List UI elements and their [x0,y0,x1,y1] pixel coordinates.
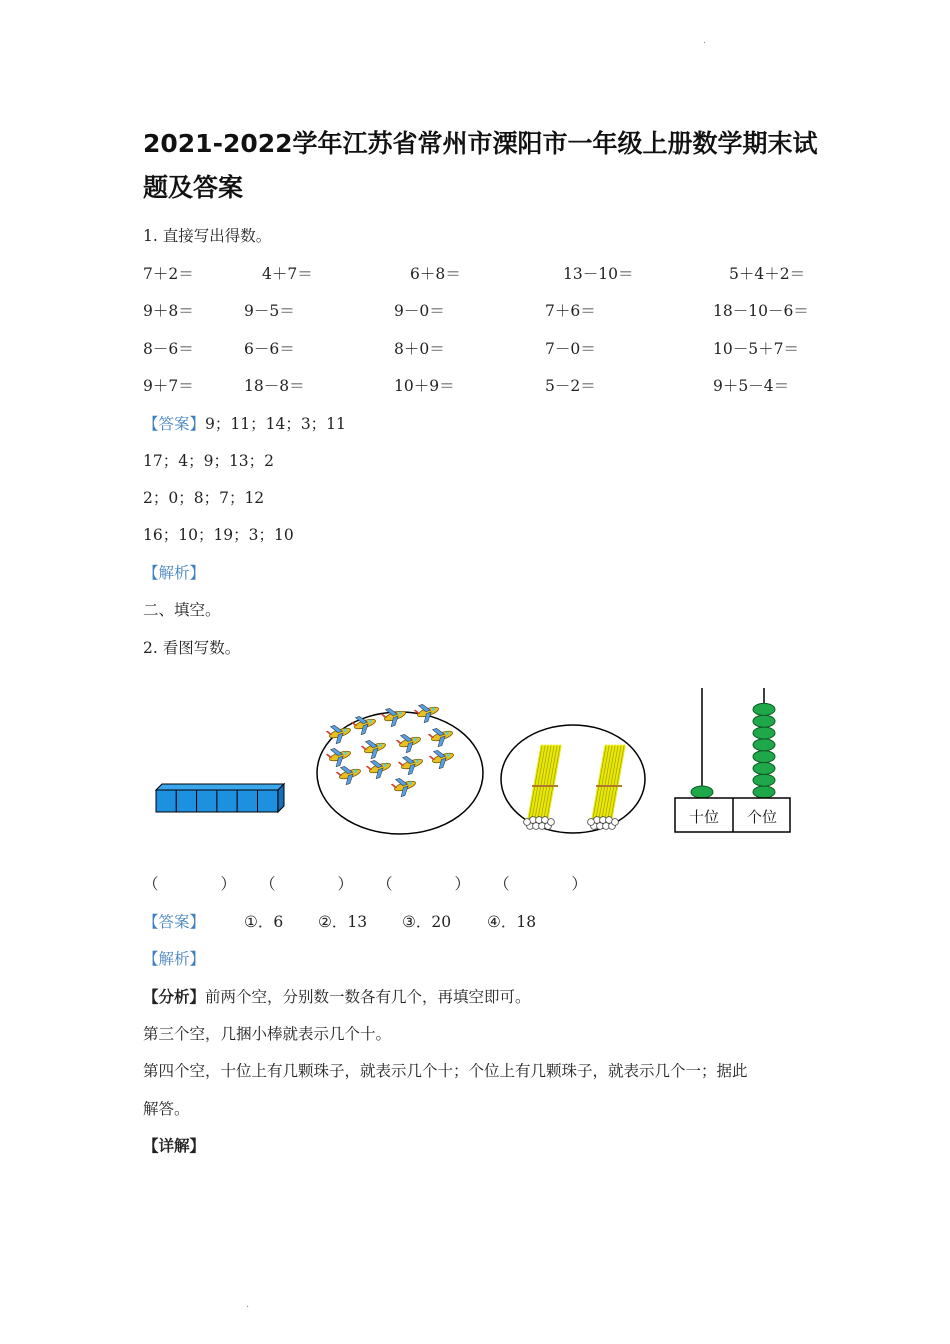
abacus-figure [675,688,790,832]
q1-prompt: 1. 直接写出得数。 [143,227,272,245]
answer-blank[interactable]: （ ） [260,875,354,893]
detail-label: 【详解】 [143,1136,206,1155]
abacus-bead-ones [753,751,775,763]
abacus-bead-ones [753,703,775,715]
answer-label: 【答案】 [143,913,206,931]
q1-expr: 18－8＝ [244,377,305,395]
stick-bundles-figure [501,725,645,833]
abacus-bead-ones [753,727,775,739]
q1-answer-line: 2；0；8；7；12 [143,489,265,507]
q1-expr: 7－0＝ [545,340,596,358]
fenxi-line [143,985,531,1007]
cube-row-figure [156,784,284,812]
analysis-label: 【解析】 [143,564,206,582]
section-heading: 二、填空。 [143,601,221,619]
q2-answer: ②．13 [318,913,368,931]
q1-expr: 9＋7＝ [143,377,194,395]
q1-expr: 9－0＝ [394,302,445,320]
q1-answer-line [143,412,346,434]
abacus-bead-tens [691,786,713,798]
page-title: 2021-2022学年江苏省常州市溧阳市一年级上册数学期末试题及答案 [143,129,818,202]
q2-answer: ③．20 [402,913,452,931]
q1-answer-line: 17；4；9；13；2 [143,452,275,470]
abacus-bead-ones [753,774,775,786]
q2-answer: ①．6 [244,913,284,931]
decorative-dot: · [246,1302,250,1313]
answer-label: 【答案】 [143,415,206,433]
q1-expr: 18－10－6＝ [713,302,809,320]
cube [217,790,237,812]
abacus-bead-ones [753,715,775,727]
fenxi-label: 【分析】 [143,987,206,1006]
abacus-ones-label: 个位 [746,808,778,826]
q1-expr: 8－6＝ [143,340,194,358]
answer-blank[interactable]: （ ） [377,875,471,893]
explanation-line: 解答。 [143,1100,190,1118]
q1-expr: 9＋5－4＝ [713,377,790,395]
q2-figures [0,682,950,872]
planes-figure [317,700,483,834]
fenxi-text: 前两个空，分别数一数各有几个，再填空即可。 [205,988,531,1006]
explanation-line: 第四个空，十位上有几颗珠子，就表示几个十；个位上有几颗珠子，就表示几个一；据此 [143,1062,748,1080]
q1-expr: 8＋0＝ [394,340,445,358]
analysis-label: 【解析】 [143,950,206,968]
cube [237,790,257,812]
answer-values: 9；11；14；3；11 [205,415,346,433]
q2-prompt: 2. 看图写数。 [143,639,241,657]
cube [197,790,217,812]
answer-blank[interactable]: （ ） [143,875,237,893]
q1-expr: 10－5＋7＝ [713,340,799,358]
q1-answer-line: 16；10；19；3；10 [143,526,294,544]
q1-expr: 5＋4＋2＝ [729,265,806,283]
q1-expr: 9＋8＝ [143,302,194,320]
q1-expr: 9－5＝ [244,302,295,320]
q2-answer: ④．18 [487,913,537,931]
decorative-dot: · [703,38,707,49]
q1-expr: 7＋2＝ [143,265,194,283]
abacus-bead-ones [753,739,775,751]
q1-expr: 13－10＝ [563,265,634,283]
abacus-bead-ones [753,786,775,798]
q1-expr: 5－2＝ [545,377,596,395]
abacus-tens-label: 十位 [688,808,720,826]
q1-expr: 4＋7＝ [262,265,313,283]
abacus-bead-ones [753,762,775,774]
cube [176,790,196,812]
cube [258,790,278,812]
explanation-line: 第三个空，几捆小棒就表示几个十。 [143,1025,392,1043]
cube [156,790,176,812]
q1-expr: 10＋9＝ [394,377,455,395]
answer-blank[interactable]: （ ） [494,875,588,893]
q1-expr: 6＋8＝ [410,265,461,283]
q1-expr: 6－6＝ [244,340,295,358]
q1-expr: 7＋6＝ [545,302,596,320]
